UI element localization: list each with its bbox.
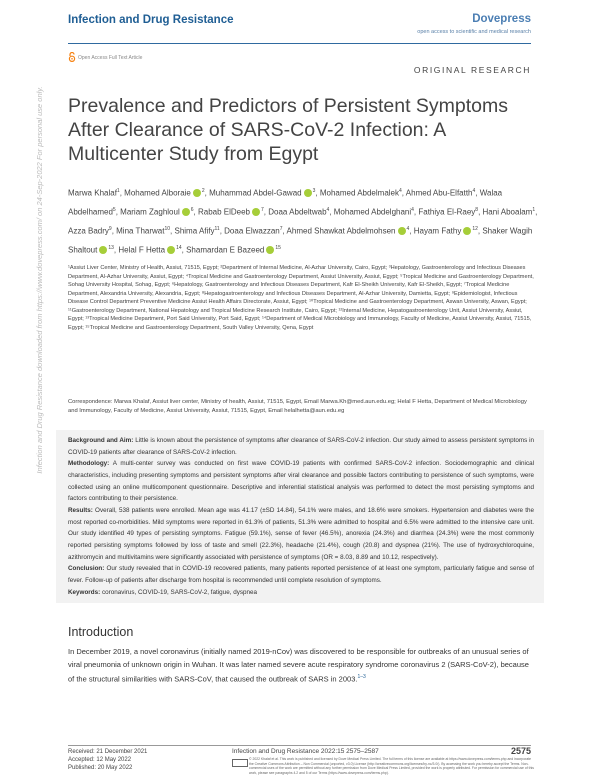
cc-license-icon [232, 759, 248, 767]
journal-name: Infection and Drug Resistance [68, 14, 234, 26]
author-name: Fathiya El-Raey [418, 207, 476, 217]
author-name: Walaa Abdelhamed [68, 188, 503, 217]
author-name: Hani Aboalam [482, 207, 533, 217]
author-affiliation-ref: 1 [116, 188, 120, 194]
introduction-text [68, 645, 534, 686]
author-affiliation-ref: 9 [108, 226, 112, 233]
abstract-methodology-label: Methodology: [68, 460, 110, 468]
orcid-icon[interactable] [398, 227, 406, 235]
abstract-results-text: Overall, 538 patients were enrolled. Mean age was 41.17 (±SD 14.84), 54.1% were males, and 18.6% were smokers. Hypertension and diabetes were the most reported co-morbidities. Mild symptoms were reported in 61.3% of patients, 51.3% were admitted to hospital and 6.5% were admitted to the intensive care unit. Our study identified 49 types of persisting symptoms. Fatigue (59.1%), sense of fever (46.5%), anorexia (24.3%) and diarrhea (24.3%) were the most commonly reported persisting symptoms followed by loss of taste and smell (22.3%), headache (21.4%), cough (20.8) and dyspnea (21%). The use of hydroxychloroquine, azithromycin and multivitamins were significantly associated with persistence of symptoms (OR = 8.03, 8.89 and 10.12, respectively). [68, 506, 534, 561]
author-affiliation-ref: 4 [399, 188, 402, 194]
keywords-text: coronavirus, COVID-19, SARS-CoV-2, fatigue, dyspnea [101, 588, 257, 596]
author-name: Helal F Hetta [118, 246, 166, 256]
publisher-tagline: open access to scientific and medical research [417, 29, 531, 35]
journal-citation: Infection and Drug Resistance 2022:15 2575–2587 [232, 748, 379, 755]
author-name: Shaker Wagih Shaltout [68, 226, 533, 256]
author-list: Marwa Khalaf$^1$, Mohamed Alboraie $^2$, Muhammad Abdel-Gawad $^3$, Mohamed Abdelmalek$^4$, Ahmed Abu-Elfatth$^4$, Walaa Abdelhamed$^5$, Mariam Zaghloul $^6$, Rabab ElDeeb $^7$, Doaa Abdeltwab$^4$, Mohamed Abdelghani$^4$, Fathiya El-Raey$^8$, Hani Aboalam$^1$, Azza Badry$^9$, Mina Tharwat$^{10}$, Shima Afify$^{11}$, Doaa Elwazzan$^7$, Ahmed Shawkat Abdelmohsen $^4$, Hayam Fathy $^{12}$, Shaker Wagih Shaltout $^{13}$, Helal F Hetta $^{14}$, Shamardan E Bazeed $^{15}$ [68, 188, 538, 256]
orcid-icon[interactable] [193, 189, 201, 197]
open-access-label: Open Access Full Text Article [78, 55, 143, 61]
introduction-heading: Introduction [68, 625, 134, 639]
abstract-background-text: Little is known about the persistence of symptoms after clearance of SARS-CoV-2 infection. Our study aimed to assess persistent symptoms in COVID-19 patients after clearance of SARS-CoV-2 infection. [68, 437, 535, 456]
introduction-citation[interactable]: 1–3 [357, 674, 366, 680]
abstract-conclusion-label: Conclusion: [68, 565, 105, 573]
author-name: Ahmed Abu-Elfatth [405, 188, 473, 198]
orcid-icon[interactable] [266, 246, 274, 254]
orcid-icon[interactable] [252, 208, 260, 216]
author-affiliation-ref: 7 [261, 207, 264, 214]
page-number: 2575 [510, 746, 531, 756]
author-name: Mariam Zaghloul [120, 207, 180, 217]
article-type: ORIGINAL RESEARCH [413, 65, 531, 75]
author-name: Azza Badry [68, 226, 109, 236]
header-divider [68, 43, 531, 44]
author-affiliation-ref: 5 [112, 207, 116, 214]
orcid-icon[interactable] [182, 208, 190, 216]
author-affiliation-ref: 7 [279, 226, 283, 233]
author-affiliation-ref: 4 [472, 188, 476, 194]
author-name: Doaa Abdeltwab [268, 207, 327, 217]
footer-divider [68, 745, 531, 746]
author-name: Mina Tharwat [116, 226, 165, 236]
author-name: Mohamed Abdelmalek [319, 188, 399, 198]
download-watermark: Infection and Drug Resistance downloaded from https://www.dovepress.com/ on 24-Sep-2022 For personal use only. [35, 86, 44, 474]
publisher-logo: Dovepress [472, 13, 531, 25]
author-name: Mohamed Abdelghani [333, 207, 412, 217]
orcid-icon[interactable] [463, 227, 471, 235]
abstract-results-label: Results: [68, 506, 93, 514]
orcid-icon[interactable] [167, 246, 175, 254]
abstract-background-label: Background and Aim: [68, 437, 134, 444]
received-date: Received: 21 December 2021 [68, 749, 148, 755]
author-name: Doaa Elwazzan [224, 226, 280, 236]
author-name: Ahmed Shawkat Abdelmohsen [286, 226, 396, 236]
article-title: Prevalence and Predictors of Persistent Symptoms After Clearance of SARS-CoV-2 Infection: A Multicenter Study from Egypt [68, 95, 509, 165]
author-affiliation-ref: 10 [164, 226, 171, 233]
open-access-icon [68, 52, 76, 62]
introduction-paragraph: In December 2019, a novel coronavirus (initially named 2019-nCov) was discovered to be responsible for outbreaks of an unusual series of viral pneumonia of unknown origin in Wuhan. It was later named severe acute respiratory syndrome coronavirus 2 (SARS-CoV-2), because of the structural similarities with SARS-CoV, that caused the outbreak of SARS in 2003. [68, 647, 529, 684]
author-affiliation-ref: 11 [214, 226, 220, 233]
author-name: Muhammad Abdel-Gawad [209, 188, 302, 198]
author-name: Shamardan E Bazeed [186, 246, 265, 256]
publication-dates [68, 748, 147, 772]
abstract [68, 435, 534, 598]
orcid-icon[interactable] [99, 246, 107, 254]
author-name: Mohamed Alboraie [124, 188, 191, 198]
affiliations: ¹Assiut Liver Center, Ministry of Health, Assiut, 71515, Egypt; ²Department of Internal Medicine, Al-Azhar University, Cairo, Egypt; ³Hepatology, Gastroenterology and Infectious Diseases Department, Al-Azhar University, Assiut, Egypt; ⁴Tropical Medicine and Gastroenterology Department, Assiut University, Assiut, Egypt; ⁵Tropical Medicine and Gastroenterology Department, Sohag University Hospital, Sohag, Egypt; ⁶Hepatology, Gastroenterology and Infectious Diseases Department, Kafr El-Sheikh University, Kafr El-Sheikh, Egypt; ⁷Tropical Medicine Department, Alexandria University, Alexandria, Egypt; ⁸Hepatogastroenterology and Infectious Diseases Department, Al-Azhar University, Damietta, Egypt; ⁹Epidemiologist, Infectious Disease Control Department Preventive Medicine Assiut Health Affairs Directorate, Assiut, Egypt; ¹⁰Tropical Medicine and Gastroenterology Department, Aswan University, Aswan, Egypt; ¹¹Gastroenterology Department, National Hepatology and Tropical Medicine Research Institute, Cairo, Egypt; ¹²Internal Medicine, Hepatogastroenterology Unit, Assiut University, Assiut, Egypt; ¹³Tropical Medicine Department, Port Said University, Port Said, Egypt; ¹⁴Department of Medical Microbiology and Immunology, Faculty of Medicine, Assiut University, Assiut, 71515, Egypt; ¹⁵Tropical Medicine and Gastroenterology Department, South Valley University, Qena, Egypt [68, 265, 534, 331]
author-name: Shima Afify [174, 226, 215, 236]
abstract-methodology-text: A multi-center survey was conducted on first wave COVID-19 patients with confirmed SARS-CoV-2 infection. Sociodemographic and clinical characteristics, including presenting symptoms and persistent symptoms after viral clearance and possible factors contributing to persistence of such symptoms, were collected using an online multicomponent questionnaire. Descriptive and inferential statistical analysis was performed to detect the most persisting symptoms and factors contributing to their persistence. [68, 460, 534, 503]
author-affiliation-ref: 4 [411, 207, 414, 214]
author-name: Marwa Khalaf [68, 188, 117, 198]
accepted-date: Accepted: 12 May 2022 [68, 757, 132, 763]
correspondence: Correspondence: Marwa Khalaf, Assiut liver center, Ministry of health, Assiut, 71515, Egypt, Email Marwa.Kh@med.aun.edu.eg; Helal F Hetta, Department of Medical Microbiology and Immunology, Faculty of Medicine, Assiut University, Assiut, 71515, Egypt, Email helalhetta@aun.edu.eg [68, 399, 527, 414]
author-affiliation-ref: 8 [475, 207, 479, 214]
author-affiliation-ref: 3 [312, 188, 316, 194]
orcid-icon[interactable] [304, 189, 312, 197]
published-date: Published: 20 May 2022 [68, 765, 133, 771]
author-affiliation-ref: 13 [108, 245, 114, 252]
license-text: © 2022 Khalaf et al. This work is published and licensed by Dove Medical Press Limited. The full terms of this license are available at https://www.dovepress.com/terms.php and incorporate the Creative Commons Attribution – Non Commercial (unported, v3.0) License (http://creativecommons.org/licenses/by-nc/3.0/). By accessing the work you hereby accept the Terms. Non-commercial uses of the work are permitted without any further permission from Dove Medical Press Limited, provided the work is properly attributed. For permission for commercial use of this work, please see paragraphs 4.2 and 5 of our Terms (https://www.dovepress.com/terms.php). [249, 757, 534, 775]
author-affiliation-ref: 2 [201, 188, 205, 194]
author-name: Hayam Fathy [413, 226, 462, 236]
author-affiliation-ref: 15 [275, 245, 281, 252]
author-affiliation-ref: 1 [532, 207, 536, 214]
author-affiliation-ref: 6 [190, 207, 194, 214]
author-affiliation-ref: 4 [406, 226, 410, 233]
author-affiliation-ref: 4 [326, 207, 330, 214]
author-affiliation-ref: 12 [472, 226, 478, 233]
abstract-conclusion-text: Our study revealed that in COVID-19 recovered patients, many patients reported persistence of at least one symptom, particularly fatigue and sense of fever. Follow-up of patients after discharge from hospital is recommended until complete resolution of symptoms. [68, 565, 535, 584]
author-affiliation-ref: 14 [176, 245, 182, 252]
keywords-label: Keywords: [68, 588, 101, 596]
author-name: Rabab ElDeeb [197, 207, 251, 217]
